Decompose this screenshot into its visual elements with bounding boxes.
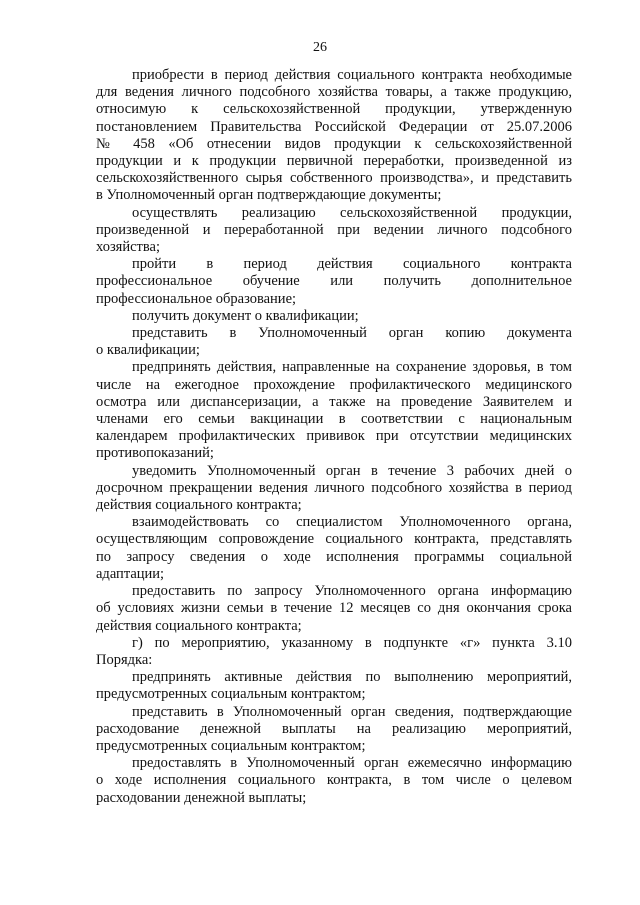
paragraph-line: предпринять активные действия по выполнению мероприятий,: [132, 669, 572, 686]
paragraph: [96, 359, 572, 462]
paragraph-line: адаптации;: [96, 565, 165, 582]
paragraph-line: приобрести в период действия социального контракта необходимые: [132, 67, 572, 83]
paragraph-line: г) по мероприятию, указанному в подпункте «г» пункта 3.10: [132, 634, 572, 651]
paragraph-line: предоставлять в Уполномоченный орган ежемесячно информацию: [132, 755, 572, 772]
paragraph-line: профессиональное обучение или получить дополнительное: [96, 273, 572, 290]
paragraph: [96, 704, 572, 756]
paragraph-line: досрочном прекращении ведения личного подсобного хозяйства в период: [96, 479, 572, 496]
paragraph-line: календарем профилактических прививок при отсутствии медицинских: [96, 428, 572, 445]
paragraph-line: представить в Уполномоченный орган сведения, подтверждающие: [132, 703, 572, 720]
paragraph-line: в Уполномоченный орган подтверждающие документы;: [96, 187, 442, 204]
paragraph-line: об условиях жизни семьи в течение 12 месяцев со дня окончания срока: [96, 600, 572, 617]
paragraph: [96, 205, 572, 257]
paragraph-line: расходование денежной выплаты на реализацию мероприятий,: [96, 720, 572, 737]
paragraph-line: членами его семьи вакцинации в соответствии с национальным: [96, 411, 572, 428]
paragraph-line: предоставить по запросу Уполномоченного органа информацию: [132, 583, 572, 600]
paragraph-line: действия социального контракта;: [96, 497, 302, 514]
paragraph-line: действия социального контракта;: [96, 617, 302, 634]
paragraph-line: осмотра или диспансеризации, а также на проведение Заявителем и: [96, 393, 572, 410]
paragraph-line: хозяйства;: [96, 239, 160, 256]
paragraph-line: произведенной и переработанной при ведении личного подсобного: [96, 221, 572, 238]
paragraph-line: профессиональное образование;: [96, 290, 297, 307]
paragraph-line: представить в Уполномоченный орган копию документа: [132, 325, 572, 342]
page-number: 26: [313, 40, 327, 55]
paragraph-line: № 458 «Об отнесении видов продукции к сельскохозяйственной: [96, 135, 572, 152]
paragraph: [96, 256, 572, 308]
document-body: [96, 67, 572, 807]
paragraph-line: предпринять действия, направленные на сохранение здоровья, в том: [132, 359, 572, 376]
paragraph-line: для ведения личного подсобного хозяйства товары, а также продукцию,: [96, 84, 572, 101]
paragraph-line: о ходе исполнения социального контракта, в том числе о целевом: [96, 772, 572, 789]
paragraph: [96, 514, 572, 583]
paragraph-line: Порядка:: [96, 651, 153, 668]
paragraph-line: осуществлять реализацию сельскохозяйственной продукции,: [132, 204, 572, 221]
paragraph-line: относимую к сельскохозяйственной продукции, утвержденную: [96, 101, 572, 118]
paragraph-line: взаимодействовать со специалистом Уполномоченного органа,: [132, 514, 572, 531]
paragraph: [96, 669, 572, 703]
paragraph-line: сельскохозяйственного сырья собственного производства», и представить: [96, 170, 572, 187]
paragraph-line: расходовании денежной выплаты;: [96, 789, 307, 806]
paragraph: [96, 463, 572, 515]
paragraph-line: противопоказаний;: [96, 445, 214, 462]
paragraph-line: пройти в период действия социального контракта: [132, 256, 572, 273]
paragraph: [96, 325, 572, 359]
paragraph: [96, 583, 572, 635]
paragraph: [96, 308, 572, 325]
paragraph-line: постановлением Правительства Российской Федерации от 25.07.2006: [96, 118, 572, 135]
paragraph-line: получить документ о квалификации;: [132, 307, 359, 324]
paragraph: [96, 67, 572, 205]
paragraph-line: по запросу сведения о ходе исполнения программы социальной: [96, 548, 572, 565]
paragraph-line: о квалификации;: [96, 342, 200, 359]
paragraph-line: предусмотренных социальным контрактом;: [96, 737, 366, 754]
paragraph-line: числе на ежегодное прохождение профилактического медицинского: [96, 376, 572, 393]
paragraph-line: предусмотренных социальным контрактом;: [96, 686, 366, 703]
paragraph: [96, 635, 572, 669]
paragraph-line: осуществляющим сопровождение социального контракта, представлять: [96, 531, 572, 548]
paragraph: [96, 755, 572, 807]
paragraph-line: продукции и к продукции первичной переработки, произведенной из: [96, 153, 572, 170]
paragraph-line: уведомить Уполномоченный орган в течение 3 рабочих дней о: [132, 462, 572, 479]
